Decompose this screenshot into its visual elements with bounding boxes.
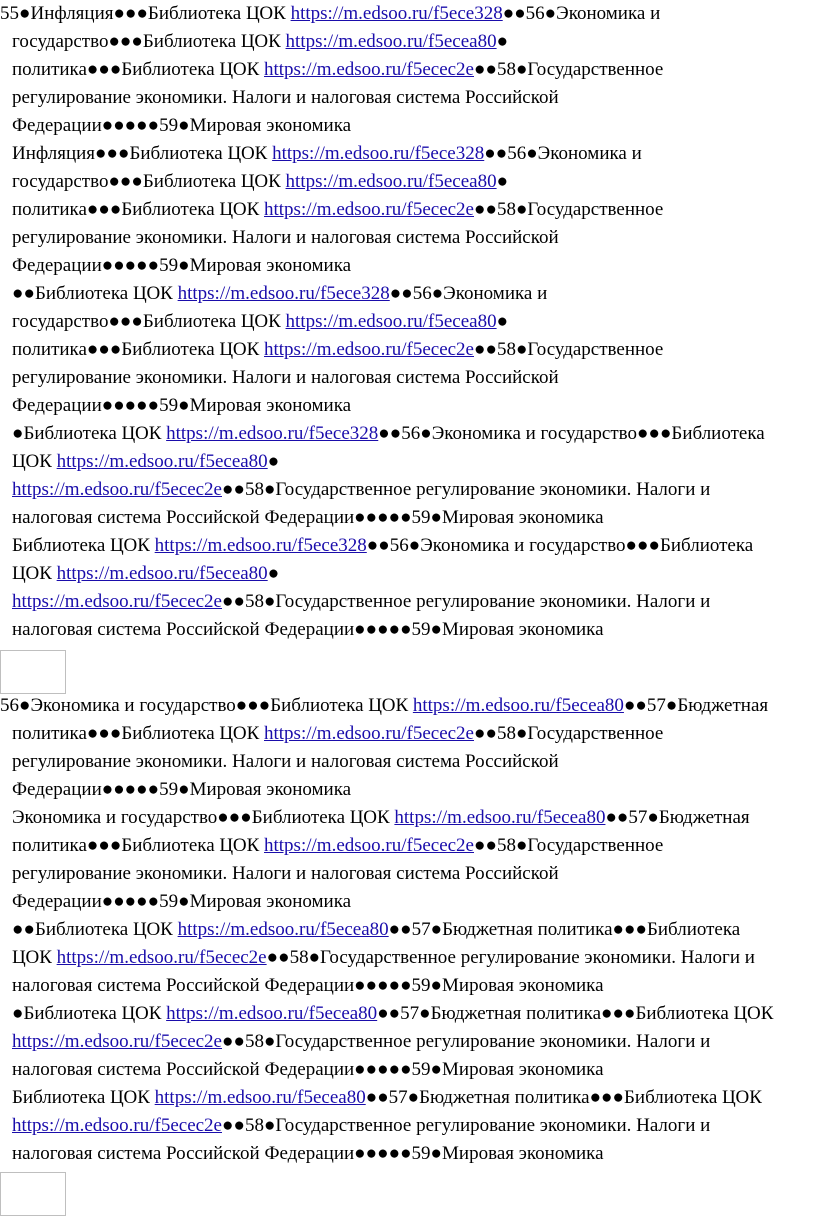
text-line bbox=[12, 1084, 762, 1112]
line-text: ● bbox=[496, 311, 509, 332]
library-link[interactable]: https://m.edsoo.ru/f5ece328 bbox=[154, 535, 367, 556]
line-text: государство●●●Библиотека ЦОК bbox=[12, 311, 286, 332]
empty-table-cell bbox=[0, 650, 66, 694]
text-line bbox=[12, 336, 663, 364]
text-line bbox=[12, 972, 604, 1000]
text-line bbox=[12, 448, 279, 476]
text-line bbox=[12, 888, 351, 916]
text-line bbox=[12, 944, 755, 972]
library-link[interactable]: https://m.edsoo.ru/f5ecec2e bbox=[264, 59, 474, 80]
library-link[interactable]: https://m.edsoo.ru/f5ece328 bbox=[177, 283, 390, 304]
text-line bbox=[12, 748, 559, 776]
text-line bbox=[12, 860, 559, 888]
line-text: 55●Инфляция●●●Библиотека ЦОК bbox=[0, 3, 291, 24]
library-link[interactable]: https://m.edsoo.ru/f5ecec2e bbox=[264, 199, 474, 220]
line-text: ● bbox=[496, 31, 509, 52]
text-line bbox=[12, 224, 559, 252]
library-link[interactable]: https://m.edsoo.ru/f5ecea80 bbox=[394, 807, 606, 828]
line-text: регулирование экономики. Налоги и налоговая система Российской bbox=[12, 863, 559, 884]
text-line bbox=[12, 1056, 604, 1084]
line-text: ●●58●Государственное bbox=[474, 199, 664, 220]
line-text: ●●58●Государственное bbox=[474, 59, 664, 80]
text-line bbox=[12, 168, 508, 196]
library-link[interactable]: https://m.edsoo.ru/f5ecec2e bbox=[264, 835, 474, 856]
library-link[interactable]: https://m.edsoo.ru/f5ecea80 bbox=[285, 171, 497, 192]
library-link[interactable]: https://m.edsoo.ru/f5ecea80 bbox=[412, 695, 624, 716]
text-line bbox=[12, 804, 750, 832]
text-line bbox=[12, 112, 351, 140]
line-text: регулирование экономики. Налоги и налоговая система Российской bbox=[12, 227, 559, 248]
line-text: ●●56●Экономика и bbox=[484, 143, 642, 164]
empty-table-cell bbox=[0, 1172, 66, 1216]
library-link[interactable]: https://m.edsoo.ru/f5ecea80 bbox=[56, 451, 268, 472]
library-link[interactable]: https://m.edsoo.ru/f5ecea80 bbox=[56, 563, 268, 584]
library-link[interactable]: https://m.edsoo.ru/f5ecea80 bbox=[285, 311, 497, 332]
text-line bbox=[12, 196, 663, 224]
text-line bbox=[12, 1140, 604, 1168]
text-line bbox=[0, 692, 768, 720]
line-text: ●●58●Государственное bbox=[474, 723, 664, 744]
library-link[interactable]: https://m.edsoo.ru/f5ecec2e bbox=[56, 947, 267, 968]
line-text: политика●●●Библиотека ЦОК bbox=[12, 199, 264, 220]
library-link[interactable]: https://m.edsoo.ru/f5ecec2e bbox=[264, 339, 474, 360]
line-text: Библиотека ЦОК bbox=[12, 1087, 155, 1108]
line-text: Федерации●●●●●59●Мировая экономика bbox=[12, 395, 352, 416]
line-text: налоговая система Российской Федерации●●●●●59●Мировая экономика bbox=[12, 507, 604, 528]
text-line bbox=[12, 420, 765, 448]
library-link[interactable]: https://m.edsoo.ru/f5ecec2e bbox=[12, 591, 222, 612]
line-text: ●●57●Бюджетная политика●●●Библиотека ЦОК bbox=[377, 1003, 774, 1024]
library-link[interactable]: https://m.edsoo.ru/f5ecec2e bbox=[264, 723, 474, 744]
line-text: ● bbox=[496, 171, 509, 192]
text-line bbox=[12, 476, 710, 504]
text-line bbox=[12, 588, 710, 616]
line-text: налоговая система Российской Федерации●●●●●59●Мировая экономика bbox=[12, 1059, 604, 1080]
library-link[interactable]: https://m.edsoo.ru/f5ecea80 bbox=[285, 31, 497, 52]
line-text: ЦОК bbox=[12, 451, 57, 472]
line-text: Библиотека ЦОК bbox=[12, 535, 155, 556]
line-text: ● bbox=[267, 563, 280, 584]
library-link[interactable]: https://m.edsoo.ru/f5ece328 bbox=[166, 423, 379, 444]
library-link[interactable]: https://m.edsoo.ru/f5ecea80 bbox=[154, 1087, 366, 1108]
line-text: политика●●●Библиотека ЦОК bbox=[12, 835, 264, 856]
text-line bbox=[12, 392, 351, 420]
library-link[interactable]: https://m.edsoo.ru/f5ecec2e bbox=[12, 1115, 222, 1136]
line-text: ●●58●Государственное bbox=[474, 835, 664, 856]
line-text: налоговая система Российской Федерации●●●●●59●Мировая экономика bbox=[12, 975, 604, 996]
text-line bbox=[12, 84, 559, 112]
line-text: ●●56●Экономика и государство●●●Библиотека bbox=[378, 423, 765, 444]
line-text: ●●56●Экономика и государство●●●Библиотека bbox=[366, 535, 754, 556]
text-line bbox=[12, 56, 663, 84]
line-text: ●●58●Государственное bbox=[474, 339, 664, 360]
line-text: ● bbox=[267, 451, 280, 472]
line-text: 56●Экономика и государство●●●Библиотека ЦОК bbox=[0, 695, 413, 716]
library-link[interactable]: https://m.edsoo.ru/f5ece328 bbox=[290, 3, 503, 24]
line-text: Федерации●●●●●59●Мировая экономика bbox=[12, 779, 352, 800]
line-text: ●●58●Государственное регулирование экономики. Налоги и bbox=[222, 591, 711, 612]
line-text: Федерации●●●●●59●Мировая экономика bbox=[12, 255, 352, 276]
text-line bbox=[0, 0, 660, 28]
text-line bbox=[12, 280, 547, 308]
line-text: регулирование экономики. Налоги и налоговая система Российской bbox=[12, 751, 559, 772]
line-text: Федерации●●●●●59●Мировая экономика bbox=[12, 115, 352, 136]
text-line bbox=[12, 720, 663, 748]
text-line bbox=[12, 532, 753, 560]
line-text: ●●58●Государственное регулирование экономики. Налоги и bbox=[222, 1115, 711, 1136]
text-line bbox=[12, 364, 559, 392]
library-link[interactable]: https://m.edsoo.ru/f5ece328 bbox=[272, 143, 485, 164]
text-line bbox=[12, 140, 642, 168]
text-line bbox=[12, 28, 508, 56]
line-text: ●●58●Государственное регулирование экономики. Налоги и bbox=[222, 479, 711, 500]
line-text: государство●●●Библиотека ЦОК bbox=[12, 171, 286, 192]
text-line bbox=[12, 560, 279, 588]
line-text: регулирование экономики. Налоги и налоговая система Российской bbox=[12, 367, 559, 388]
line-text: ●●Библиотека ЦОК bbox=[12, 283, 178, 304]
library-link[interactable]: https://m.edsoo.ru/f5ecea80 bbox=[166, 1003, 378, 1024]
line-text: ●Библиотека ЦОК bbox=[12, 423, 167, 444]
line-text: политика●●●Библиотека ЦОК bbox=[12, 723, 264, 744]
line-text: Инфляция●●●Библиотека ЦОК bbox=[12, 143, 273, 164]
text-line bbox=[12, 252, 351, 280]
line-text: Федерации●●●●●59●Мировая экономика bbox=[12, 891, 352, 912]
line-text: ●●58●Государственное регулирование экономики. Налоги и bbox=[222, 1031, 711, 1052]
line-text: политика●●●Библиотека ЦОК bbox=[12, 59, 264, 80]
library-link[interactable]: https://m.edsoo.ru/f5ecec2e bbox=[12, 1031, 222, 1052]
line-text: регулирование экономики. Налоги и налоговая система Российской bbox=[12, 87, 559, 108]
line-text: политика●●●Библиотека ЦОК bbox=[12, 339, 264, 360]
text-line bbox=[12, 616, 604, 644]
line-text: ●●Библиотека ЦОК bbox=[12, 919, 178, 940]
text-line bbox=[12, 308, 508, 336]
text-line bbox=[12, 504, 604, 532]
text-line bbox=[12, 1028, 710, 1056]
text-line bbox=[12, 1000, 773, 1028]
line-text: государство●●●Библиотека ЦОК bbox=[12, 31, 286, 52]
line-text: ●●57●Бюджетная bbox=[623, 695, 769, 716]
line-text: ●●57●Бюджетная политика●●●Библиотека ЦОК bbox=[365, 1087, 762, 1108]
line-text: ●●58●Государственное регулирование экономики. Налоги и bbox=[266, 947, 755, 968]
line-text: ЦОК bbox=[12, 947, 57, 968]
line-text: ●●57●Бюджетная политика●●●Библиотека bbox=[388, 919, 741, 940]
line-text: ●●56●Экономика и bbox=[502, 3, 661, 24]
line-text: ●●56●Экономика и bbox=[389, 283, 548, 304]
text-line bbox=[12, 1112, 710, 1140]
line-text: ●●57●Бюджетная bbox=[605, 807, 750, 828]
library-link[interactable]: https://m.edsoo.ru/f5ecec2e bbox=[12, 479, 222, 500]
text-line bbox=[12, 832, 663, 860]
line-text: Экономика и государство●●●Библиотека ЦОК bbox=[12, 807, 395, 828]
line-text: ●Библиотека ЦОК bbox=[12, 1003, 167, 1024]
line-text: ЦОК bbox=[12, 563, 57, 584]
library-link[interactable]: https://m.edsoo.ru/f5ecea80 bbox=[177, 919, 389, 940]
line-text: налоговая система Российской Федерации●●●●●59●Мировая экономика bbox=[12, 1143, 604, 1164]
text-line bbox=[12, 916, 740, 944]
text-line bbox=[12, 776, 351, 804]
line-text: налоговая система Российской Федерации●●●●●59●Мировая экономика bbox=[12, 619, 604, 640]
